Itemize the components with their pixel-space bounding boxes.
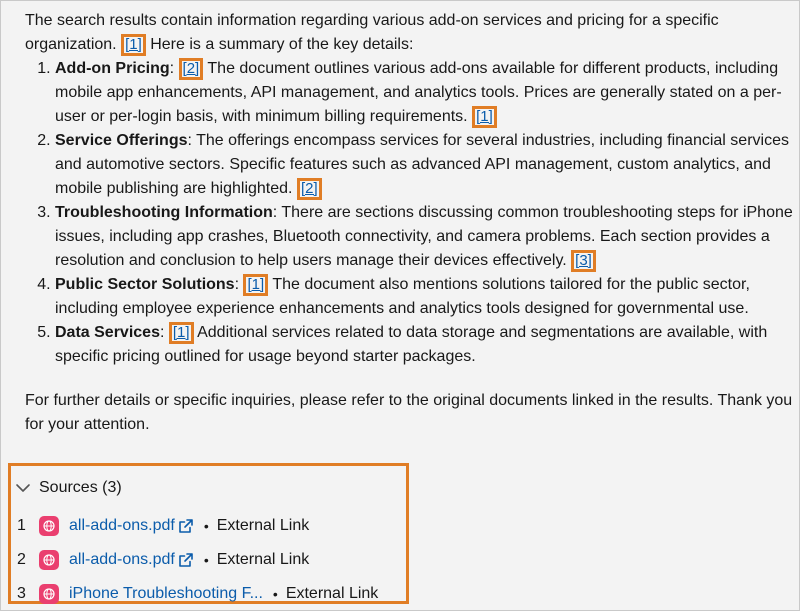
sources-toggle[interactable] bbox=[15, 479, 122, 497]
list-item: 4. Public Sector Solutions: [1] The document also mentions solutions tailored for the public sector, including employee experience enhancements and analytics tools designed for governmental use. bbox=[55, 273, 795, 321]
answer-body bbox=[25, 9, 795, 437]
item-text: The offerings encompass services for several industries, including financial services and automotive sectors. Specific features such as advanced API management, custom analytics, and mobile publishing are highlighted. bbox=[55, 132, 789, 197]
source-type: External Link bbox=[285, 585, 379, 602]
intro-text-2: Here is a summary of the key details: bbox=[150, 36, 414, 53]
separator-dot: • bbox=[272, 586, 278, 602]
intro-text: The search results contain information regarding various add-on services and pricing for a specific organization. bbox=[25, 12, 719, 53]
intro-paragraph bbox=[25, 9, 795, 57]
list-item: 3. Troubleshooting Information: There are sections discussing common troubleshooting steps for iPhone issues, including app crashes, Bluetooth connectivity, and camera problems. Each section provides a resolution and conclusion to help users manage their devices effectively. [3] bbox=[55, 201, 795, 273]
citation-link[interactable]: [1] bbox=[243, 274, 268, 296]
item-title: Add-on Pricing bbox=[55, 60, 170, 77]
external-link-icon[interactable] bbox=[178, 518, 194, 534]
source-type: External Link bbox=[216, 517, 310, 534]
separator-dot: • bbox=[203, 518, 209, 534]
source-type: External Link bbox=[216, 551, 310, 568]
source-link[interactable]: iPhone Troubleshooting F... bbox=[69, 585, 263, 602]
globe-icon bbox=[39, 516, 59, 536]
globe-icon bbox=[39, 584, 59, 604]
source-number: 2 bbox=[17, 551, 26, 568]
item-text: There are sections discussing common troubleshooting steps for iPhone issues, including app crashes, Bluetooth connectivity, and camera problems. Each section provides a resolution and conclusion to help users manage their devices effectively. bbox=[55, 204, 793, 269]
citation-link[interactable]: [1] bbox=[121, 34, 146, 56]
closing-paragraph: For further details or specific inquiries, please refer to the original documents linked in the results. Thank you for your attention. bbox=[25, 392, 793, 433]
summary-list bbox=[25, 57, 795, 369]
item-title: Data Services bbox=[55, 324, 160, 341]
sources-header-label: Sources (3) bbox=[39, 479, 122, 496]
item-title: Service Offerings bbox=[55, 132, 188, 149]
citation-link[interactable]: [1] bbox=[472, 106, 497, 128]
list-item: 1. Add-on Pricing: [2] The document outlines various add-ons available for different products, including mobile app enhancements, API management, and analytics tools. Prices are generally stated on a per-user or per-login basis, with minimum billing requirements. [1] bbox=[55, 57, 795, 129]
list-item: 2. Service Offerings: The offerings encompass services for several industries, including financial services and automotive sectors. Specific features such as advanced API management, custom analytics, and mobile publishing are highlighted. [2] bbox=[55, 129, 795, 201]
list-item: 5. Data Services: [1] Additional services related to data storage and segmentations are available, with specific pricing outlined for usage beyond starter packages. bbox=[55, 321, 795, 369]
source-link[interactable]: all-add-ons.pdf bbox=[69, 551, 175, 568]
citation-link[interactable]: [1] bbox=[169, 322, 194, 344]
source-link[interactable]: all-add-ons.pdf bbox=[69, 517, 175, 534]
item-text: The document outlines various add-ons available for different products, including mobile app enhancements, API management, and analytics tools. Prices are generally stated on a per-user or per-login basis, with minimum billing requirements. bbox=[55, 60, 782, 125]
item-title: Troubleshooting Information bbox=[55, 204, 273, 221]
item-text: The document also mentions solutions tailored for the public sector, including employee experience enhancements and analytics tools designed for governmental use. bbox=[55, 276, 750, 317]
sources-panel bbox=[8, 463, 409, 604]
source-number: 1 bbox=[17, 517, 26, 534]
item-title: Public Sector Solutions bbox=[55, 276, 235, 293]
source-number: 3 bbox=[17, 585, 26, 602]
citation-link[interactable]: [2] bbox=[179, 58, 204, 80]
external-link-icon[interactable] bbox=[178, 552, 194, 568]
globe-icon bbox=[39, 550, 59, 570]
source-row bbox=[17, 548, 309, 572]
source-row bbox=[17, 582, 378, 606]
item-text: Additional services related to data storage and segmentations are available, with specific pricing outlined for usage beyond starter packages. bbox=[55, 324, 768, 365]
citation-link[interactable]: [2] bbox=[297, 178, 322, 200]
citation-link[interactable]: [3] bbox=[571, 250, 596, 272]
separator-dot: • bbox=[203, 552, 209, 568]
source-row bbox=[17, 514, 309, 538]
chevron-down-icon bbox=[15, 480, 31, 496]
